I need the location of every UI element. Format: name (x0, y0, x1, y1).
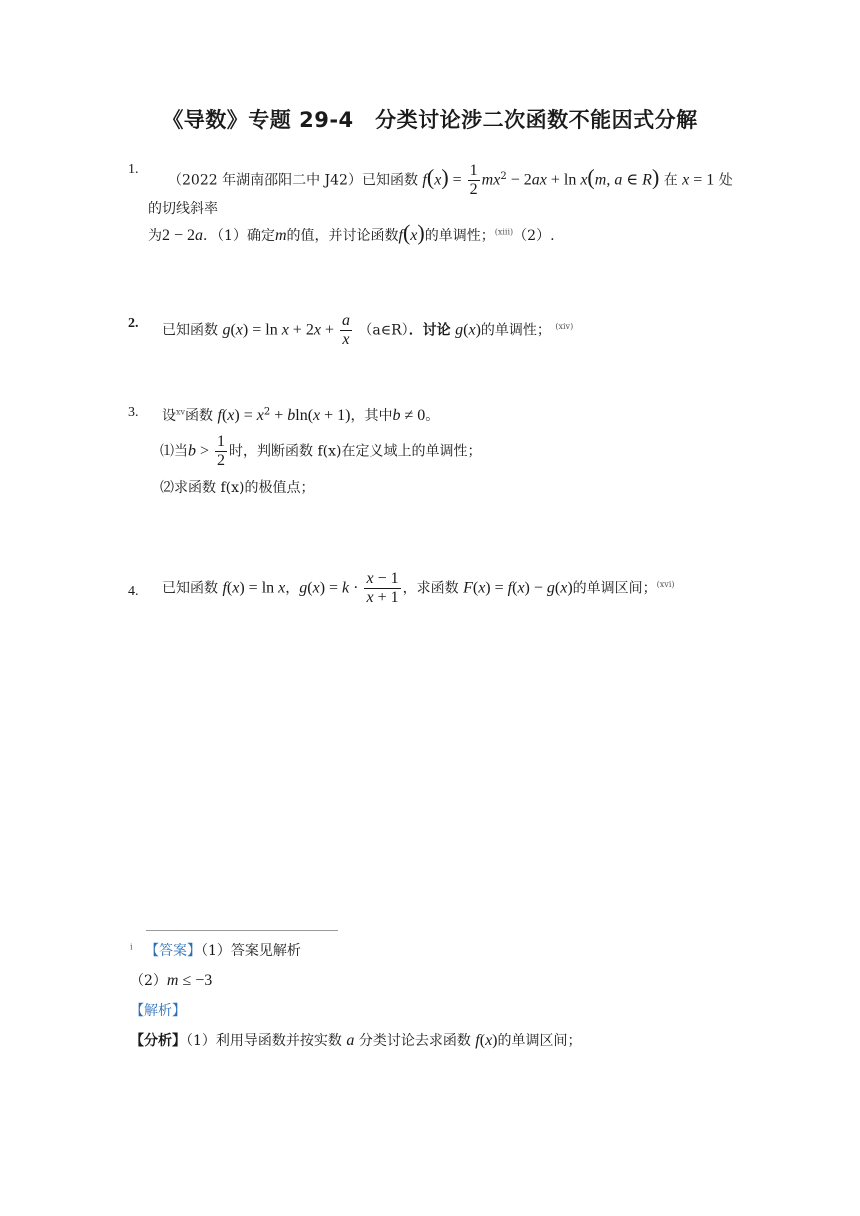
problem-line: 的切线斜率 (148, 201, 218, 217)
problem-source: （2022 年湖南邵阳二中 J42）已知函数 (168, 172, 418, 189)
problem-number: 4. (128, 584, 139, 599)
footnote-ref[interactable]: (xiii) (494, 227, 514, 237)
footnote-marker: i (130, 942, 133, 952)
fraction: $\frac{a}{x}$ (341, 312, 350, 348)
footnote-ref[interactable]: (xiv) (555, 321, 574, 331)
problem-line: 已知函数 f(x) = ln x，g(x) = k · $\frac{x - 1}{x + 1}$ ，求函数 F(x) = f(x) − g(x)的单调区间；$^{(xvi)}$ (162, 570, 675, 606)
problem-line: 已知函数 g(x) = ln x + 2x + $\frac{a}{x}$ （a∈R）．讨论 g(x)的单调性； $^{(xiv)}$ (162, 312, 574, 348)
fraction: $\frac{x - 1}{x + 1}$ (366, 570, 399, 606)
footnote-answer-2: （2）m ≤ −3 (130, 972, 213, 989)
problem-number: 3. (128, 405, 139, 420)
problem-part-1: ⑴当b > $\frac{1}{2}$ 时，判断函数 f(x)在定义域上的单调性； (160, 433, 482, 469)
footnote-separator (146, 930, 338, 931)
page-title: 《导数》专题 29-4 分类讨论涉二次函数不能因式分解 (162, 108, 698, 132)
problem-number: 2. (128, 316, 139, 331)
problem-text: 处 (718, 172, 733, 189)
footnote-ref[interactable]: xv (176, 407, 186, 417)
fenxi-tag: 【分析】 (130, 1033, 186, 1049)
answer-tag: 【答案】 (145, 943, 202, 959)
footnote-answer: $^i$ 【答案】（1）答案见解析 (130, 942, 301, 959)
footnote-analysis: 【分析】（1）利用导函数并按实数 a 分类讨论去求函数 f(x)的单调区间； (130, 1032, 582, 1049)
problem-1 (128, 162, 748, 245)
analysis-tag: 【解析】 (130, 1003, 186, 1019)
math-expression: f (422, 171, 427, 189)
problem-3 (128, 405, 748, 495)
problem-line: 为2 − 2a．（1）确定m的值，并讨论函数f(x)的单调性；$^{(xiii)}$（2）. (148, 220, 555, 245)
problem-line: （2022 年湖南邵阳二中 J42）已知函数 f(x) = $\frac{1}{2}$ $mx^2 - 2ax + \ln x(m$, a ∈ R) 在 x = 1 处 (168, 162, 733, 198)
problem-number: 1. (128, 162, 139, 177)
problem-part-2: ⑵求函数 f(x)的极值点； (160, 480, 315, 496)
problem-text: 在 (663, 172, 678, 189)
fraction: $\frac{1}{2}$ (217, 433, 226, 469)
footnote-ref[interactable]: (xvi) (656, 579, 675, 589)
problem-4 (128, 570, 748, 620)
fraction: $\frac{1}{2}$ (469, 162, 478, 198)
problem-2 (128, 312, 748, 352)
problem-line: 设$^{xv}$函数 $f(x) = x^2 + bln(x + 1)$，其中b ≠ 0。 (162, 406, 440, 424)
